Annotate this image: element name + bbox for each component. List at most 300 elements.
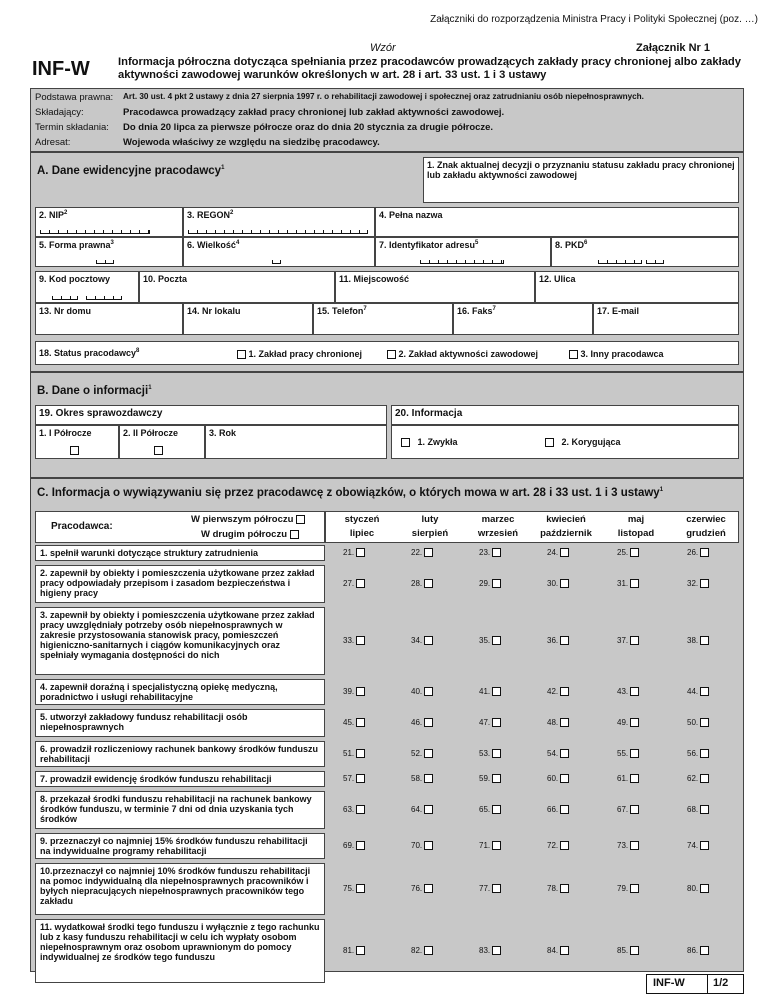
checkbox-icon[interactable] [356,579,365,588]
month-checkbox[interactable] [479,774,501,783]
checkbox-icon[interactable] [237,350,246,359]
checkbox-icon[interactable] [492,884,501,893]
obligation-label: 9. przeznaczył co najmniej 15% środków funduszu rehabilitacji na indywidualne programy rehabilitacji [35,833,325,859]
checkbox-icon[interactable] [424,774,433,783]
month-checkbox[interactable] [343,841,365,850]
field-email[interactable]: 17. E-mail [593,303,739,335]
month-checkbox[interactable] [343,749,365,758]
field-legal-form[interactable]: 5. Forma prawna$^3$ [35,237,183,267]
month-checkbox[interactable] [411,946,433,955]
field-post-office[interactable]: 10. Poczta [139,271,335,303]
checkbox-icon[interactable] [492,718,501,727]
checkbox-icon[interactable] [356,636,365,645]
month-top: luty [421,514,439,525]
month-checkbox[interactable] [687,805,709,814]
checkbox-icon[interactable] [387,350,396,359]
month-checkbox[interactable] [617,687,639,696]
checkbox-icon[interactable] [700,548,709,557]
month-checkbox[interactable] [411,579,433,588]
pkd-boxes-b [646,260,664,264]
month-checkbox[interactable] [687,636,709,645]
field-number: 62. [687,774,699,783]
field-number: 84. [547,946,559,955]
checkbox-icon[interactable] [492,774,501,783]
month-checkbox[interactable] [411,718,433,727]
meta-key: Termin składania: [35,122,109,133]
period-h2[interactable]: 2. II Półrocze [119,425,205,459]
field-number: 32. [687,579,699,588]
month-checkbox[interactable] [343,687,365,696]
field-size[interactable]: 6. Wielkość$^4$ [183,237,375,267]
month-checkbox[interactable] [547,774,569,783]
checkbox-icon[interactable] [424,805,433,814]
field-reporting-period: 19. Okres sprawozdawczy [35,405,387,425]
month-checkbox[interactable] [343,579,365,588]
checkbox-icon[interactable] [424,841,433,850]
checkbox-icon[interactable] [424,946,433,955]
month-checkbox[interactable] [617,841,639,850]
month-header [329,513,395,541]
checkbox-icon[interactable] [630,884,639,893]
field-number: 59. [479,774,491,783]
checkbox-icon[interactable] [700,805,709,814]
month-checkbox[interactable] [687,718,709,727]
field-number: 78. [547,884,559,893]
month-header [397,513,463,541]
wzor-label: Wzór [370,42,396,54]
month-top: kwiecień [546,514,586,525]
pkd-boxes-a [598,260,642,264]
field-number: 68. [687,805,699,814]
field-number: 47. [479,718,491,727]
month-checkbox[interactable] [547,841,569,850]
month-checkbox[interactable] [343,636,365,645]
checkbox-icon[interactable] [700,579,709,588]
checkbox-icon[interactable] [70,446,79,455]
footer-code [646,974,744,994]
field-number: 53. [479,749,491,758]
checkbox-icon[interactable] [560,841,569,850]
checkbox-icon[interactable] [492,636,501,645]
field-street[interactable]: 12. Ulica [535,271,739,303]
checkbox-icon[interactable] [560,946,569,955]
period-h1[interactable]: 1. I Półrocze [35,425,119,459]
checkbox-icon[interactable] [424,884,433,893]
checkbox-icon[interactable] [700,884,709,893]
field-number: 67. [617,805,629,814]
meta-value: Wojewoda właściwy ze względu na siedzibę pracodawcy. [123,137,380,148]
section-c [30,478,744,972]
month-checkbox[interactable] [343,884,365,893]
month-header [673,513,739,541]
field-number: 21. [343,548,355,557]
month-checkbox[interactable] [479,841,501,850]
field-number: 28. [411,579,423,588]
month-bottom: listopad [617,528,655,539]
form-title: Informacja półroczna dotycząca spełniania przez pracodawców prowadzących zakłady pracy chronionej albo zakłady aktywności zawodowej warunków określonych w art. 28 i art. 33 ust. 1 i 3 ustawy [118,56,741,81]
field-number: 36. [547,636,559,645]
checkbox-icon[interactable] [630,636,639,645]
field-number: 42. [547,687,559,696]
field-house-number[interactable]: 13. Nr domu [35,303,183,335]
section-b [30,372,744,478]
field-pkd[interactable]: 8. PKD$^6$ [551,237,739,267]
month-checkbox[interactable] [547,579,569,588]
checkbox-icon[interactable] [356,946,365,955]
checkbox-icon[interactable] [401,438,410,447]
field-locality[interactable]: 11. Miejscowość [335,271,535,303]
month-checkbox[interactable] [479,636,501,645]
meta-value: Do dnia 20 lipca za pierwsze półrocze oraz do dnia 20 stycznia za drugie półrocze. [123,122,494,133]
month-checkbox[interactable] [479,749,501,758]
checkbox-icon[interactable] [560,548,569,557]
month-checkbox[interactable] [687,841,709,850]
field-number: 58. [411,774,423,783]
month-checkbox[interactable] [411,687,433,696]
checkbox-icon[interactable] [424,548,433,557]
month-header [465,513,531,541]
meta-key: Podstawa prawna: [35,92,114,103]
month-checkbox[interactable] [547,946,569,955]
checkbox-icon[interactable] [356,749,365,758]
status-option-zaz[interactable]: 2. Zakład aktywności zawodowej [387,349,538,359]
field-number: 72. [547,841,559,850]
checkbox-icon[interactable] [560,805,569,814]
field-fax[interactable]: 16. Faks$^7$ [453,303,593,335]
footer-page: 1/2 [713,977,729,989]
month-bottom: październik [540,528,592,539]
month-checkbox[interactable] [617,548,639,557]
month-checkbox[interactable] [411,805,433,814]
section-a-title: A. Dane ewidencyjne pracodawcy$^1$ [37,165,225,177]
month-checkbox[interactable] [479,946,501,955]
section-a [30,152,744,372]
nip-digit-boxes [40,230,150,234]
month-checkbox[interactable] [617,718,639,727]
pracodawca-label: Pracodawca: [51,521,113,532]
information-regular[interactable]: 1. Zwykła [401,437,458,447]
field-number: 80. [687,884,699,893]
field-number: 43. [617,687,629,696]
checkbox-icon[interactable] [630,718,639,727]
month-checkbox[interactable] [479,805,501,814]
field-number: 27. [343,579,355,588]
checkbox-icon[interactable] [700,636,709,645]
field-number: 35. [479,636,491,645]
field-number: 69. [343,841,355,850]
month-checkbox[interactable] [687,946,709,955]
obligation-label: 1. spełnił warunki dotyczące struktury zatrudnienia [35,545,325,561]
field-number: 70. [411,841,423,850]
first-half-option[interactable]: W pierwszym półroczu [191,514,305,525]
field-number: 63. [343,805,355,814]
month-checkbox[interactable] [617,774,639,783]
month-top: maj [627,514,645,525]
checkbox-icon[interactable] [356,841,365,850]
checkbox-icon[interactable] [560,884,569,893]
meta-box [30,88,744,152]
checkbox-icon[interactable] [492,805,501,814]
field-phone[interactable]: 15. Telefon$^7$ [313,303,453,335]
obligation-label: 7. prowadził ewidencję środków funduszu rehabilitacji [35,771,325,787]
status-option-other[interactable]: 3. Inny pracodawca [569,349,664,359]
field-number: 39. [343,687,355,696]
field-employer-status: 18. Status pracodawcy$^8$ [35,341,739,365]
field-number: 77. [479,884,491,893]
footer-divider [707,975,708,993]
field-number: 34. [411,636,423,645]
field-number: 37. [617,636,629,645]
month-checkbox[interactable] [687,884,709,893]
checkbox-icon[interactable] [356,774,365,783]
field-number: 24. [547,548,559,557]
field-number: 51. [343,749,355,758]
field-number: 23. [479,548,491,557]
month-checkbox[interactable] [617,805,639,814]
obligation-label: 4. zapewnił doraźną i specjalistyczną opiekę medyczną, poradnictwo i usługi rehabilitacyjne [35,679,325,705]
checkbox-icon[interactable] [356,687,365,696]
field-regon[interactable]: 3. REGON$^2$ [183,207,375,237]
checkbox-icon[interactable] [560,749,569,758]
month-checkbox[interactable] [411,636,433,645]
checkbox-icon[interactable] [560,579,569,588]
month-checkbox[interactable] [617,749,639,758]
checkbox-icon[interactable] [630,548,639,557]
field-number: 44. [687,687,699,696]
month-top: marzec [481,514,515,525]
zalacznik-label: Załącznik Nr 1 [636,42,710,54]
field-number: 85. [617,946,629,955]
month-checkbox[interactable] [547,718,569,727]
checkbox-icon[interactable] [424,687,433,696]
month-checkbox[interactable] [547,749,569,758]
field-number: 22. [411,548,423,557]
checkbox-icon[interactable] [630,687,639,696]
month-checkbox[interactable] [411,548,433,557]
field-number: 76. [411,884,423,893]
checkbox-icon[interactable] [630,579,639,588]
month-checkbox[interactable] [479,687,501,696]
month-checkbox[interactable] [343,548,365,557]
field-number: 29. [479,579,491,588]
checkbox-icon[interactable] [356,718,365,727]
checkbox-icon[interactable] [492,548,501,557]
section-c-title: C. Informacja o wywiązywaniu się przez pracodawcę z obowiązków, o których mowa w art. 28 i 33 ust. 1 i 3 ustawy$^1$ [37,486,664,499]
field-number: 46. [411,718,423,727]
checkbox-icon[interactable] [424,718,433,727]
checkbox-icon[interactable] [154,446,163,455]
field-number: 38. [687,636,699,645]
field-number: 71. [479,841,491,850]
meta-value: Art. 30 ust. 4 pkt 2 ustawy z dnia 27 sierpnia 1997 r. o rehabilitacji zawodowej i społecznej oraz zatrudnianiu osób niepełnosprawnych. [123,92,644,101]
month-checkbox[interactable] [687,548,709,557]
month-top: styczeń [344,514,380,525]
field-number: 83. [479,946,491,955]
field-number: 48. [547,718,559,727]
month-checkbox[interactable] [687,774,709,783]
month-bottom: grudzień [686,528,726,539]
month-checkbox[interactable] [411,774,433,783]
field-number: 40. [411,687,423,696]
month-checkbox[interactable] [411,749,433,758]
period-year[interactable]: 3. Rok [205,425,387,459]
field-number: 75. [343,884,355,893]
field-number: 45. [343,718,355,727]
field-number: 66. [547,805,559,814]
month-checkbox[interactable] [687,749,709,758]
checkbox-icon[interactable] [700,774,709,783]
month-checkbox[interactable] [343,805,365,814]
postal-code-boxes-a [52,296,78,300]
checkbox-icon[interactable] [492,841,501,850]
checkbox-icon[interactable] [492,579,501,588]
month-top: czerwiec [686,514,726,525]
month-checkbox[interactable] [617,579,639,588]
obligation-label: 3. zapewnił by obiekty i pomieszczenia użytkowane przez zakład pracy uwzględniały potrzeby osób niepełnosprawnych w zakresie przystosowania stanowisk pracy, pomieszczeń higieniczno-sanitarnych i ciągów komunikacyjnych oraz spełniały wymagania dostępności do nich [35,607,325,675]
month-checkbox[interactable] [547,636,569,645]
checkbox-icon[interactable] [700,687,709,696]
month-checkbox[interactable] [479,884,501,893]
meta-key: Składający: [35,107,84,118]
month-checkbox[interactable] [617,946,639,955]
field-full-name[interactable]: 4. Pełna nazwa [375,207,739,237]
month-checkbox[interactable] [343,946,365,955]
obligation-label: 8. przekazał środki funduszu rehabilitacji na rachunek bankowy środków funduszu, w terminie 7 dni od dnia uzyskania tych środków [35,791,325,829]
month-checkbox[interactable] [343,718,365,727]
field-number: 41. [479,687,491,696]
field-number: 64. [411,805,423,814]
month-checkbox[interactable] [343,774,365,783]
field-number: 61. [617,774,629,783]
size-box [272,260,281,264]
status-option-zpch[interactable]: 1. Zakład pracy chronionej [237,349,362,359]
field-number: 55. [617,749,629,758]
checkbox-icon[interactable] [630,774,639,783]
field-nip[interactable]: 2. NIP$^2$ [35,207,183,237]
meta-key: Adresat: [35,137,71,148]
field-postal-code[interactable]: 9. Kod pocztowy [35,271,139,303]
month-checkbox[interactable] [547,805,569,814]
checkbox-icon[interactable] [424,749,433,758]
field-number: 60. [547,774,559,783]
obligation-label: 10.przeznaczył co najmniej 10% środków funduszu rehabilitacji na pomoc indywidualną dla niepełnosprawnych pracowników i byłych niepracujących niepełnosprawnych pracowników tego zakładu [35,863,325,915]
field-number: 65. [479,805,491,814]
field-number: 25. [617,548,629,557]
field-apartment-number[interactable]: 14. Nr lokalu [183,303,313,335]
checkbox-icon[interactable] [424,579,433,588]
section-b-title: B. Dane o informacji$^1$ [37,385,152,397]
field-number: 54. [547,749,559,758]
checkbox-icon[interactable] [492,749,501,758]
field-address-id[interactable]: 7. Identyfikator adresu$^5$ [375,237,551,267]
checkbox-icon[interactable] [560,636,569,645]
checkbox-icon[interactable] [569,350,578,359]
field-information-type: 20. Informacja [391,405,739,425]
field-number: 50. [687,718,699,727]
field-number: 73. [617,841,629,850]
field-number: 82. [411,946,423,955]
checkbox-icon[interactable] [700,718,709,727]
checkbox-icon[interactable] [492,946,501,955]
information-correction[interactable]: 2. Korygująca [545,437,621,447]
field-number: 74. [687,841,699,850]
field-number: 49. [617,718,629,727]
footer-form-code: INF-W [653,977,685,989]
month-checkbox[interactable] [687,687,709,696]
checkbox-icon[interactable] [630,805,639,814]
regon-digit-boxes [188,230,368,234]
obligation-label: 6. prowadził rozliczeniowy rachunek bankowy środków funduszu rehabilitacji [35,741,325,767]
field-number: 86. [687,946,699,955]
checkbox-icon[interactable] [545,438,554,447]
month-checkbox[interactable] [547,687,569,696]
obligation-label: 5. utworzył zakładowy fundusz rehabilitacji osób niepełnosprawnych [35,709,325,737]
field-decision-number[interactable]: 1. Znak aktualnej decyzji o przyznaniu statusu zakładu pracy chronionej lub zakładu aktywności zawodowej [423,157,739,203]
header-top-line: Załączniki do rozporządzenia Ministra Pracy i Polityki Społecznej (poz. …) [430,14,758,25]
checkbox-icon[interactable] [630,946,639,955]
checkbox-icon[interactable] [700,749,709,758]
month-checkbox[interactable] [479,718,501,727]
checkbox-icon[interactable] [296,515,305,524]
obligation-label: 11. wydatkował środki tego funduszu i wyłącznie z tego rachunku lub z kasy funduszu rehabilitacji w celu ich wypłaty osobom niepełnosprawnym oraz osobom uprawnionym do pomocy indywidualnej ze środków tego funduszu [35,919,325,983]
field-number: 57. [343,774,355,783]
checkbox-icon[interactable] [356,548,365,557]
month-checkbox[interactable] [617,884,639,893]
month-bottom: sierpień [411,528,449,539]
checkbox-icon[interactable] [356,805,365,814]
address-id-boxes [420,260,504,264]
legal-form-boxes [96,260,114,264]
second-half-option[interactable]: W drugim półroczu [201,529,299,540]
checkbox-icon[interactable] [630,749,639,758]
field-number: 81. [343,946,355,955]
field-number: 30. [547,579,559,588]
month-checkbox[interactable] [411,884,433,893]
month-bottom: wrzesień [477,528,519,539]
field-number: 31. [617,579,629,588]
checkbox-icon[interactable] [492,687,501,696]
field-number: 26. [687,548,699,557]
checkbox-icon[interactable] [356,884,365,893]
field-number: 56. [687,749,699,758]
field-number: 79. [617,884,629,893]
checkbox-icon[interactable] [424,636,433,645]
checkbox-icon[interactable] [560,718,569,727]
obligation-label: 2. zapewnił by obiekty i pomieszczenia użytkowane przez zakład pracy odpowiadały przepisom i zasadom bezpieczeństwa i higieny pracy [35,565,325,603]
meta-value: Pracodawca prowadzący zakład pracy chronionej lub zakład aktywności zawodowej. [123,107,505,118]
month-checkbox[interactable] [547,548,569,557]
postal-code-boxes-b [86,296,122,300]
checkbox-icon[interactable] [700,946,709,955]
month-bottom: lipiec [349,528,375,539]
month-header [603,513,669,541]
form-code: INF-W [32,58,90,80]
month-checkbox[interactable] [479,579,501,588]
month-checkbox[interactable] [617,636,639,645]
checkbox-icon[interactable] [700,841,709,850]
month-checkbox[interactable] [411,841,433,850]
checkbox-icon[interactable] [560,774,569,783]
checkbox-icon[interactable] [630,841,639,850]
checkbox-icon[interactable] [290,530,299,539]
field-number: 33. [343,636,355,645]
month-header [533,513,599,541]
field-number: 52. [411,749,423,758]
checkbox-icon[interactable] [560,687,569,696]
month-checkbox[interactable] [479,548,501,557]
month-checkbox[interactable] [547,884,569,893]
month-checkbox[interactable] [687,579,709,588]
